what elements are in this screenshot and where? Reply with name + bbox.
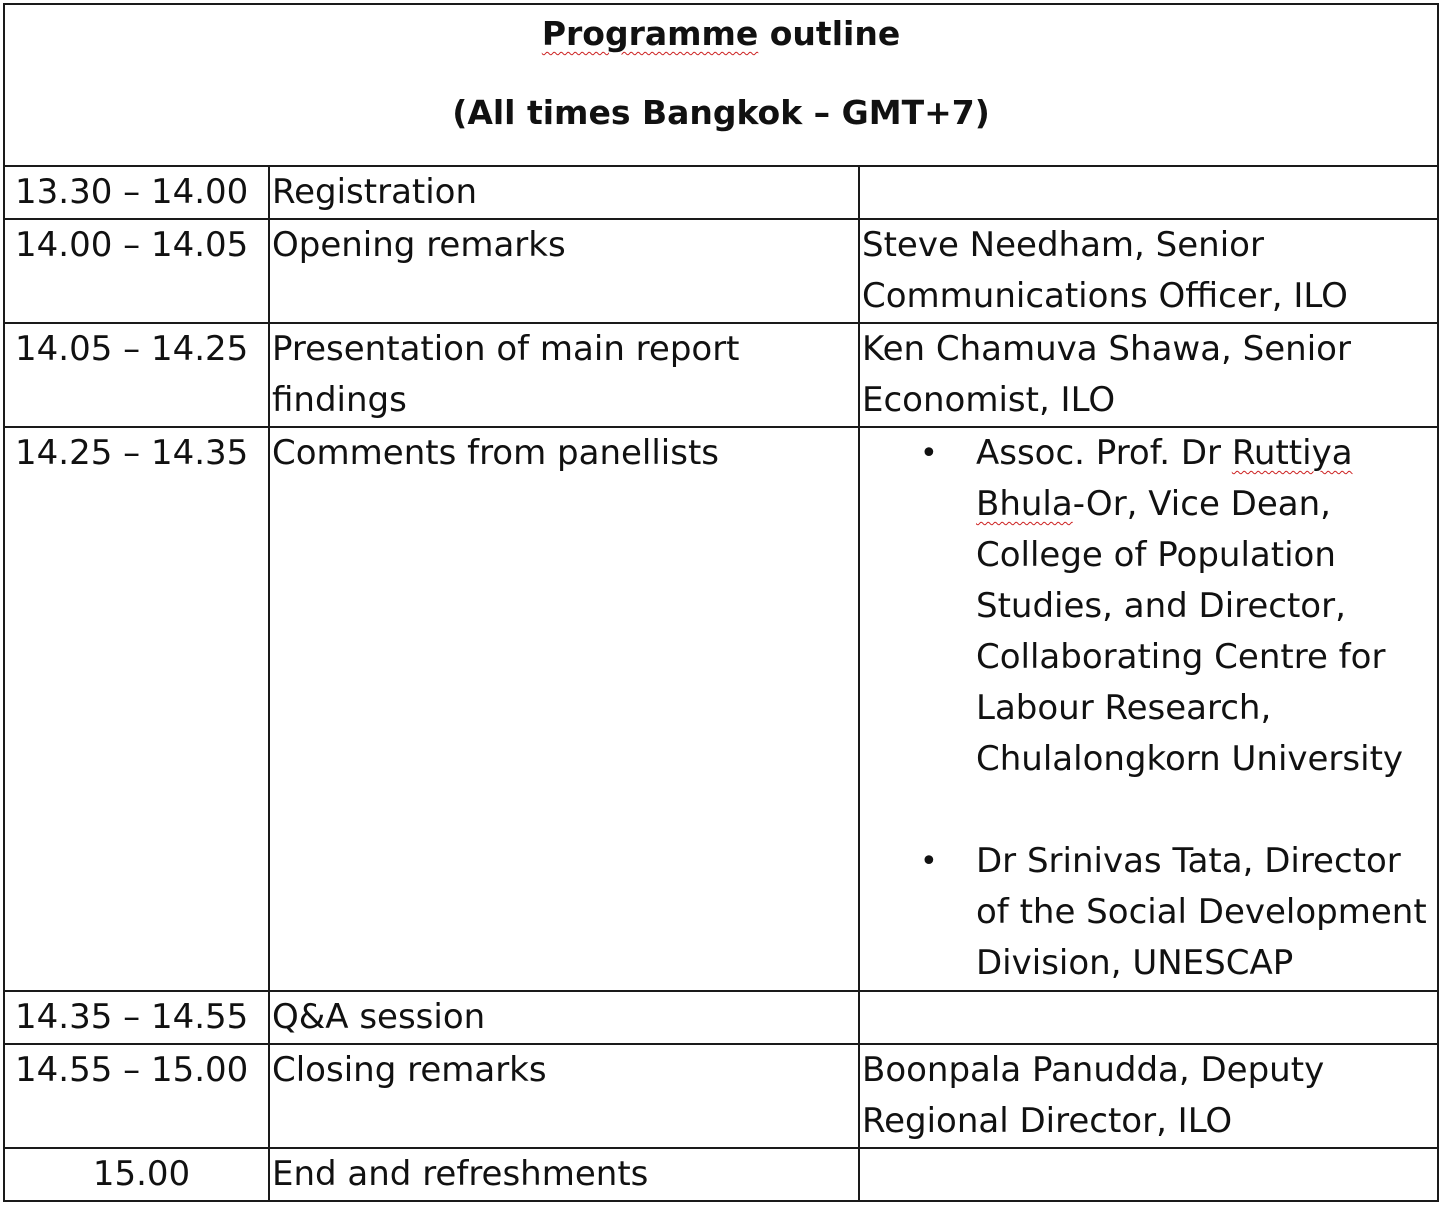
panellist-name-ruttiya: Ruttiya: [1231, 433, 1353, 473]
table-row: [4, 219, 1438, 323]
speaker-cell: Ken Chamuva Shawa, Senior Economist, ILO: [859, 323, 1438, 427]
item-cell: Presentation of main report findings: [269, 323, 859, 427]
title-word-outline: outline: [769, 14, 901, 53]
time-cell: 13.30 – 14.00: [4, 166, 269, 219]
page-title: [5, 5, 1437, 51]
table-row: [4, 427, 1438, 991]
time-cell: 15.00: [4, 1148, 269, 1201]
table-row: [4, 1044, 1438, 1148]
title-word-programme: Programme: [541, 14, 759, 53]
bullet-icon: •: [920, 844, 938, 879]
item-cell: Comments from panellists: [269, 427, 859, 991]
table-row: [4, 1148, 1438, 1201]
speaker-cell: [859, 1148, 1438, 1201]
speaker-cell: Steve Needham, Senior Communications Officer, ILO: [859, 219, 1438, 323]
item-cell: Registration: [269, 166, 859, 219]
speaker-cell: Boonpala Panudda, Deputy Regional Director, ILO: [859, 1044, 1438, 1148]
panellist-list: [862, 428, 1437, 989]
table-row: [4, 323, 1438, 427]
table-row: [4, 166, 1438, 219]
panellist-name-bhula: Bhula: [976, 484, 1073, 524]
speaker-cell: [859, 991, 1438, 1044]
time-cell: 14.00 – 14.05: [4, 219, 269, 323]
item-cell: Opening remarks: [269, 219, 859, 323]
list-item: [862, 428, 1437, 785]
title-cell: [4, 4, 1438, 166]
list-item: [862, 836, 1437, 989]
time-cell: 14.25 – 14.35: [4, 427, 269, 991]
speaker-cell: [859, 166, 1438, 219]
item-cell: Q&A session: [269, 991, 859, 1044]
bullet-icon: •: [920, 436, 938, 471]
panellist-text: Dr Srinivas Tata, Director of the Social Development Division, UNESCAP: [976, 841, 1427, 983]
time-cell: 14.05 – 14.25: [4, 323, 269, 427]
panellist-prefix: Assoc. Prof. Dr: [976, 433, 1232, 473]
item-cell: End and refreshments: [269, 1148, 859, 1201]
table-row: [4, 991, 1438, 1044]
title-row: [4, 4, 1438, 166]
page-subtitle: (All times Bangkok – GMT+7): [452, 93, 990, 132]
speaker-cell: [859, 427, 1438, 991]
panellist-details: -Or, Vice Dean, College of Population Studies, and Director, Collaborating Centre for Labour Research, Chulalongkorn University: [976, 484, 1404, 779]
time-cell: 14.55 – 15.00: [4, 1044, 269, 1148]
programme-table: [3, 3, 1439, 1202]
time-cell: 14.35 – 14.55: [4, 991, 269, 1044]
item-cell: Closing remarks: [269, 1044, 859, 1148]
